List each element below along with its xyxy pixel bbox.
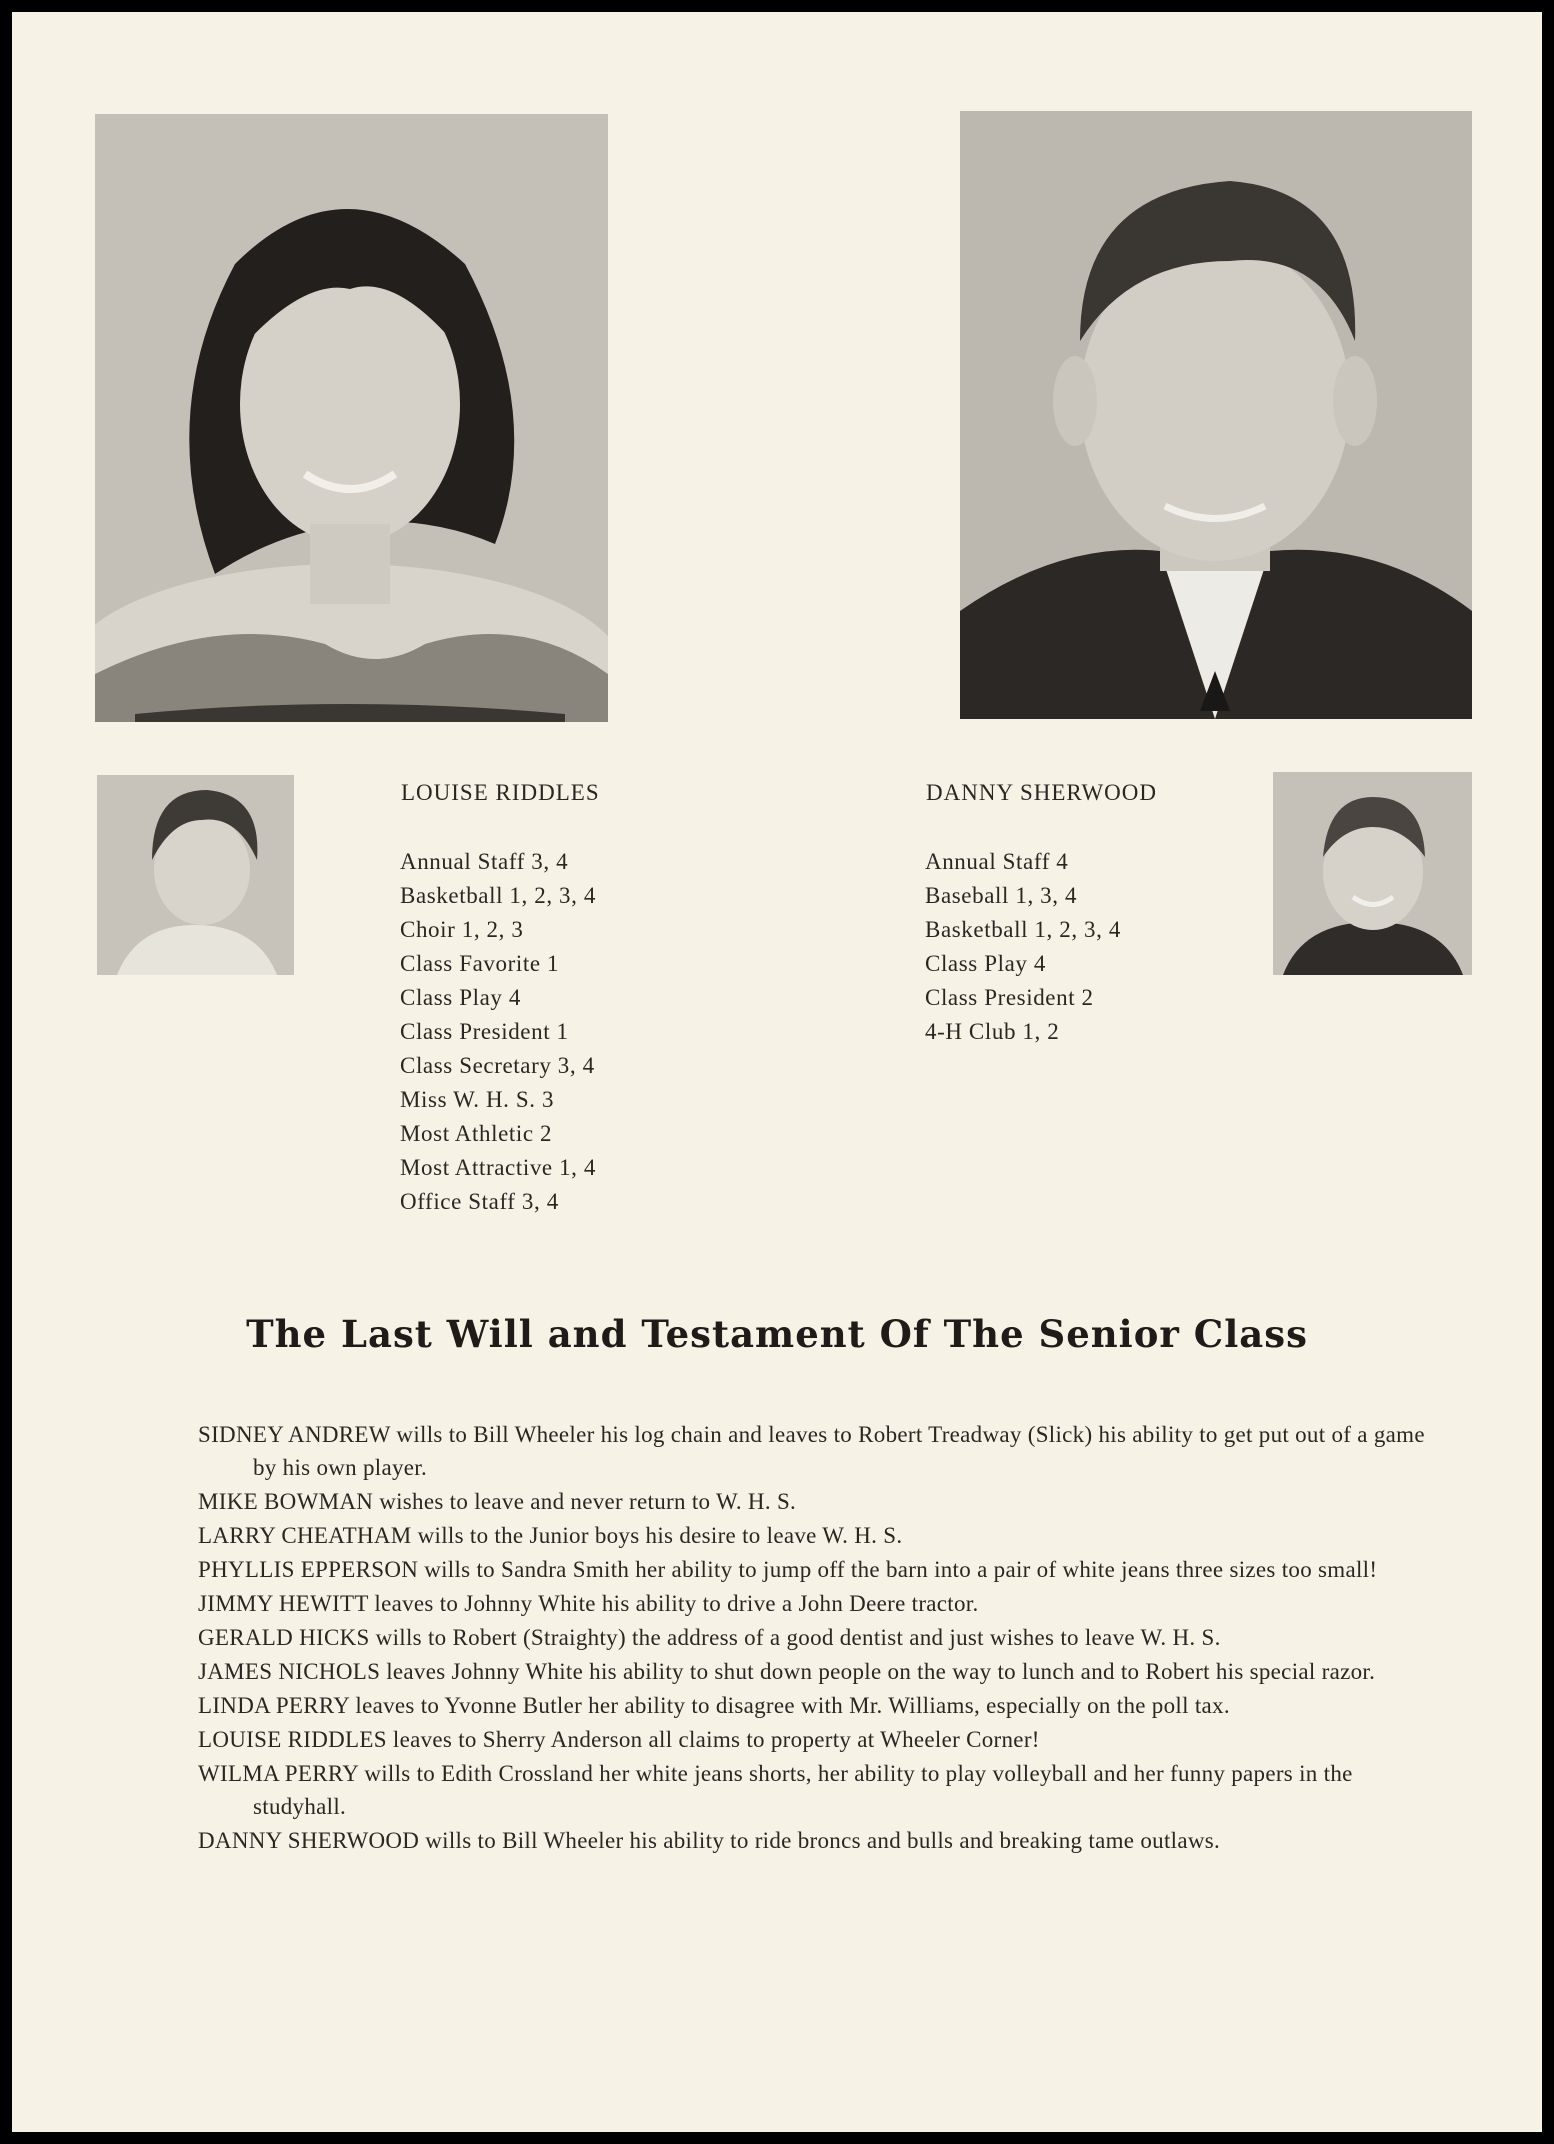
activity-item: Class Play 4 xyxy=(400,985,521,1010)
will-entry: JIMMY HEWITT leaves to Johnny White his ability to drive a John Deere tractor. xyxy=(198,1591,979,1616)
activity-item: Annual Staff 3, 4 xyxy=(400,849,569,874)
will-entry: WILMA PERRY wills to Edith Crossland her white jeans shorts, her ability to play volleyball and her funny papers in the studyhall. xyxy=(198,1761,1353,1819)
activity-item: Annual Staff 4 xyxy=(925,849,1069,874)
activity-item: Most Athletic 2 xyxy=(400,1121,553,1146)
activity-item: Choir 1, 2, 3 xyxy=(400,917,524,942)
will-entry: SIDNEY ANDREW wills to Bill Wheeler his log chain and leaves to Robert Treadway (Slick) his ability to get put out of a game by his own player. xyxy=(198,1422,1425,1480)
senior-wills-list xyxy=(198,1418,1428,1858)
danny-sherwood-activities xyxy=(925,845,1121,1049)
section-title: The Last Will and Testament Of The Senior Class xyxy=(246,1312,1308,1356)
will-entry: LOUISE RIDDLES leaves to Sherry Anderson all claims to property at Wheeler Corner! xyxy=(198,1727,1040,1752)
louise-riddles-name: LOUISE RIDDLES xyxy=(401,780,600,805)
yearbook-page xyxy=(12,12,1542,2132)
will-entry: LARRY CHEATHAM wills to the Junior boys his desire to leave W. H. S. xyxy=(198,1523,903,1548)
danny-sherwood-name: DANNY SHERWOOD xyxy=(926,780,1158,805)
activity-item: Class Play 4 xyxy=(925,951,1046,976)
will-entry: GERALD HICKS wills to Robert (Straighty) the address of a good dentist and just wishes to leave W. H. S. xyxy=(198,1625,1221,1650)
activity-item: Class President 2 xyxy=(925,985,1094,1010)
will-entry: PHYLLIS EPPERSON wills to Sandra Smith her ability to jump off the barn into a pair of white jeans three sizes too small! xyxy=(198,1557,1378,1582)
will-entry: JAMES NICHOLS leaves Johnny White his ability to shut down people on the way to lunch and to Robert his special razor. xyxy=(198,1659,1376,1684)
activity-item: Class Favorite 1 xyxy=(400,951,560,976)
activity-item: Miss W. H. S. 3 xyxy=(400,1087,555,1112)
activity-item: 4-H Club 1, 2 xyxy=(925,1019,1060,1044)
activity-item: Most Attractive 1, 4 xyxy=(400,1155,596,1180)
louise-riddles-activities xyxy=(400,845,596,1219)
will-entry: LINDA PERRY leaves to Yvonne Butler her ability to disagree with Mr. Williams, especially on the poll tax. xyxy=(198,1693,1230,1718)
will-entry: DANNY SHERWOOD wills to Bill Wheeler his ability to ride broncs and bulls and breaking tame outlaws. xyxy=(198,1828,1221,1853)
activity-item: Baseball 1, 3, 4 xyxy=(925,883,1078,908)
danny-sherwood-senior-portrait xyxy=(960,111,1472,719)
activity-item: Basketball 1, 2, 3, 4 xyxy=(925,917,1121,942)
will-entry: MIKE BOWMAN wishes to leave and never return to W. H. S. xyxy=(198,1489,797,1514)
activity-item: Class Secretary 3, 4 xyxy=(400,1053,595,1078)
activity-item: Basketball 1, 2, 3, 4 xyxy=(400,883,596,908)
activity-item: Class President 1 xyxy=(400,1019,569,1044)
louise-riddles-senior-portrait xyxy=(95,114,608,722)
activity-item: Office Staff 3, 4 xyxy=(400,1189,559,1214)
louise-riddles-childhood-photo xyxy=(97,775,294,975)
danny-sherwood-childhood-photo xyxy=(1273,772,1472,975)
